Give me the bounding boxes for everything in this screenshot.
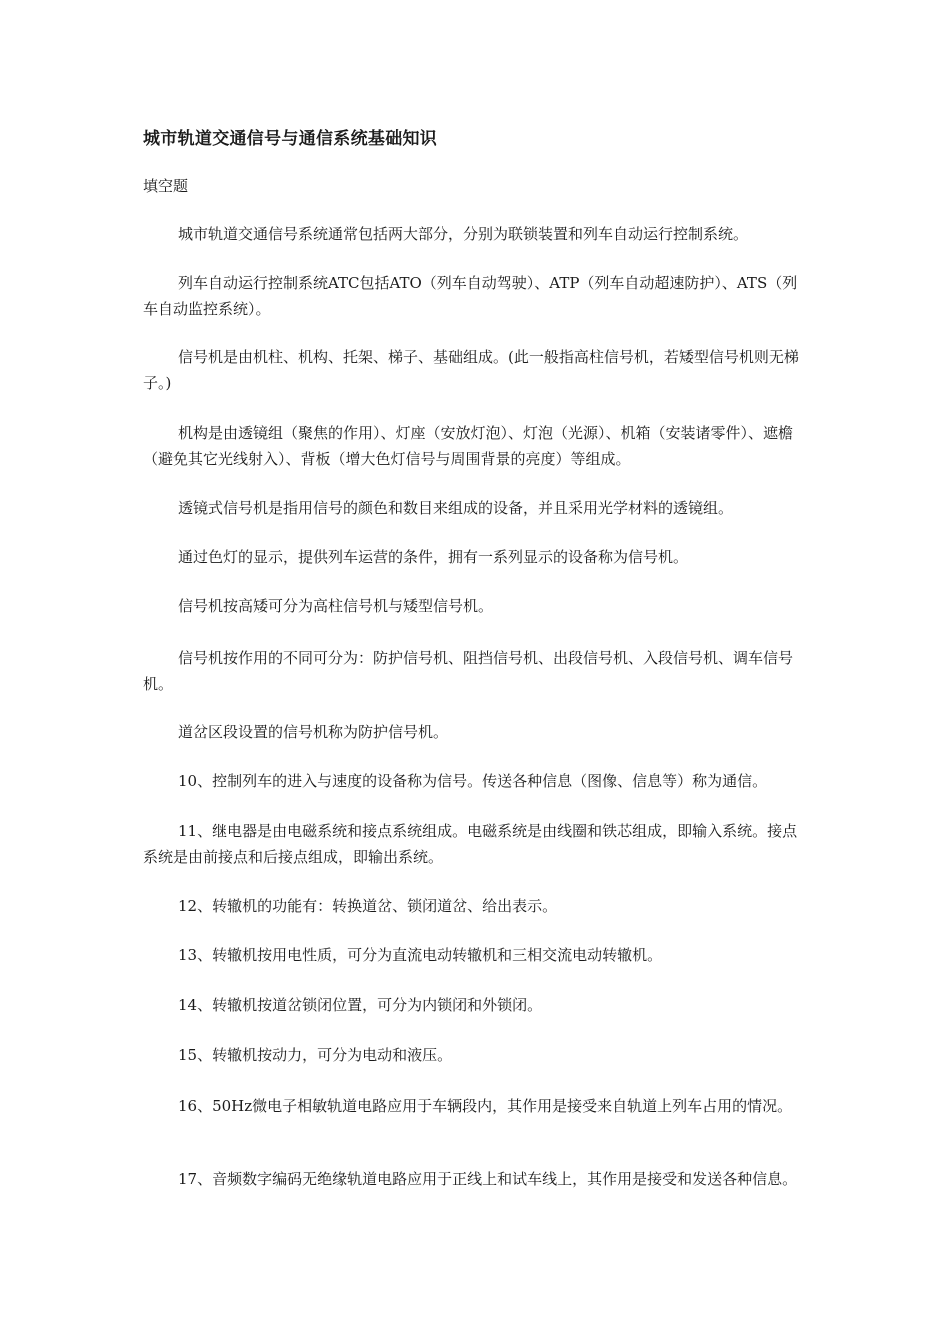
paragraph: 道岔区段设置的信号机称为防护信号机。 [178,723,449,741]
paragraph: 13、转辙机按用电性质，可分为直流电动转辙机和三相交流电动转辙机。 [178,946,663,964]
paragraph: 11、继电器是由电磁系统和接点系统组成。电磁系统是由线圈和铁芯组成，即输入系统。接点系统是由前接点和后接点组成，即输出系统。 [143,822,798,866]
paragraph: 14、转辙机按道岔锁闭位置，可分为内锁闭和外锁闭。 [178,996,543,1014]
paragraph: 城市轨道交通信号系统通常包括两大部分，分别为联锁装置和列车自动运行控制系统。 [178,225,749,243]
document-title: 城市轨道交通信号与通信系统基础知识 [143,129,438,149]
section-heading: 填空题 [143,177,189,195]
paragraph: 信号机是由机柱、机构、托架、梯子、基础组成。(此一般指高柱信号机，若矮型信号机则无梯子。) [143,348,799,392]
paragraph: 15、转辙机按动力，可分为电动和液压。 [178,1046,453,1064]
paragraph: 透镜式信号机是指用信号的颜色和数目来组成的设备，并且采用光学材料的透镜组。 [178,499,734,517]
paragraph: 列车自动运行控制系统ATC包括ATO（列车自动驾驶）、ATP（列车自动超速防护）、ATS（列车自动监控系统）。 [143,274,798,318]
paragraph: 17、音频数字编码无绝缘轨道电路应用于正线上和试车线上，其作用是接受和发送各种信息。 [178,1170,798,1188]
paragraph: 机构是由透镜组（聚焦的作用）、灯座（安放灯泡）、灯泡（光源）、机箱（安装诸零件）、遮檐（避免其它光线射入）、背板（增大色灯信号与周围背景的亮度）等组成。 [143,424,794,468]
paragraph: 12、转辙机的功能有：转换道岔、锁闭道岔、给出表示。 [178,897,558,915]
paragraph: 10、控制列车的进入与速度的设备称为信号。传送各种信息（图像、信息等）称为通信。 [178,772,768,790]
paragraph: 信号机按高矮可分为高柱信号机与矮型信号机。 [178,597,494,615]
paragraph: 信号机按作用的不同可分为：防护信号机、阻挡信号机、出段信号机、入段信号机、调车信号机。 [143,649,794,693]
paragraph: 16、50Hz微电子相敏轨道电路应用于车辆段内，其作用是接受来自轨道上列车占用的情况。 [178,1097,793,1115]
paragraph: 通过色灯的显示，提供列车运营的条件，拥有一系列显示的设备称为信号机。 [178,548,689,566]
